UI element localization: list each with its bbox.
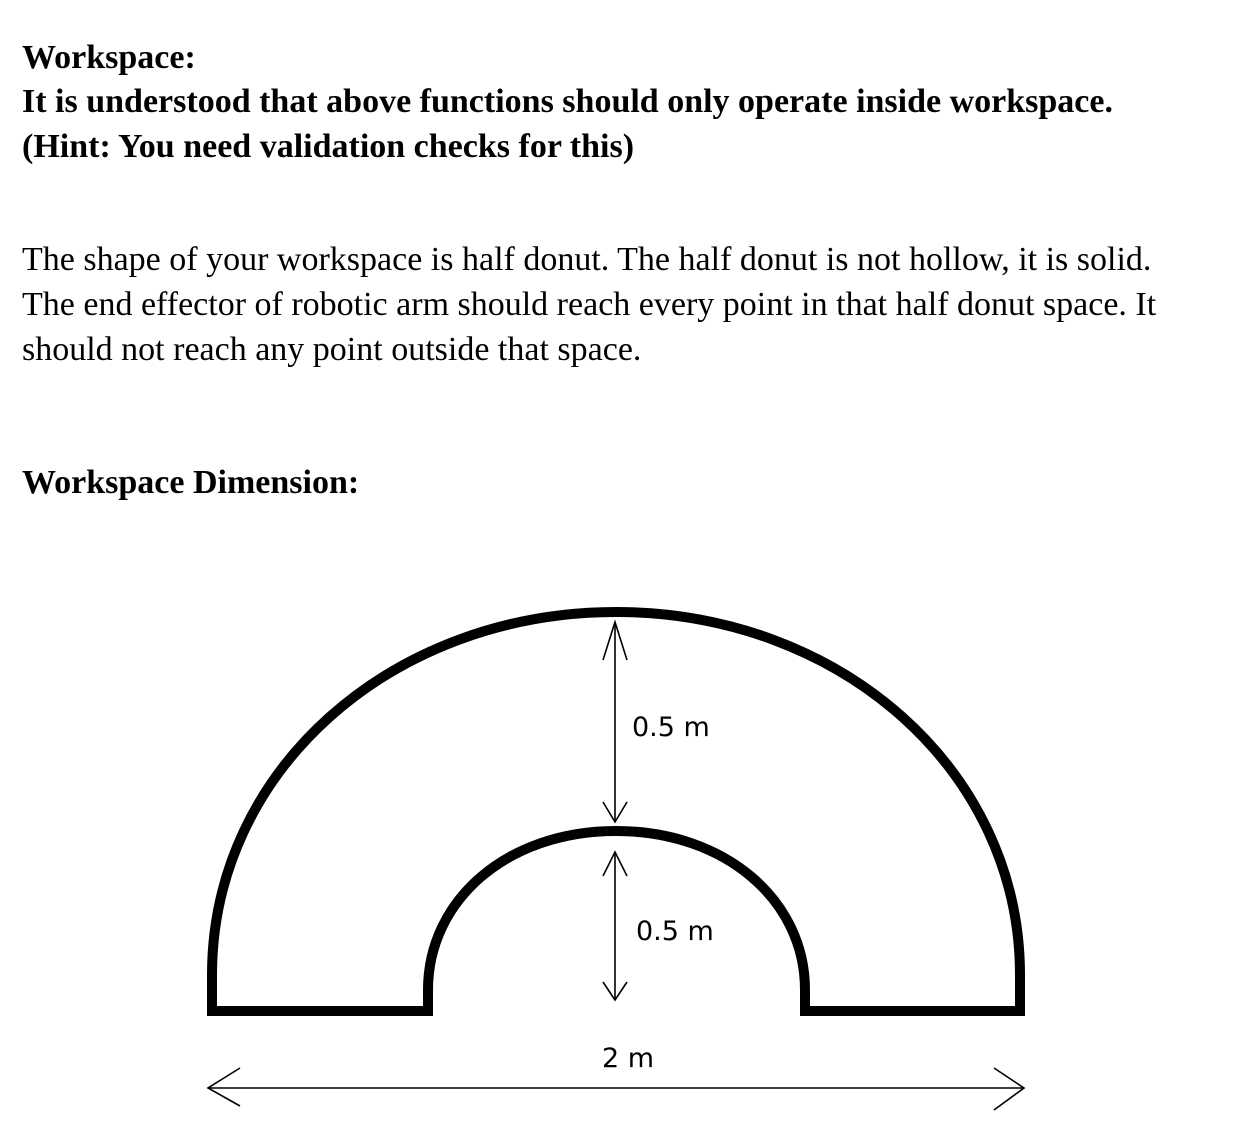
section-title: Workspace: xyxy=(22,39,196,76)
body-line-1: The shape of your workspace is half donut. The half donut is not hollow, it is solid. xyxy=(22,241,1152,278)
width-arrow xyxy=(208,1068,1024,1110)
outer-thickness-arrow xyxy=(603,622,627,822)
body-line-2: The end effector of robotic arm should reach every point in that half donut space. It xyxy=(22,286,1157,323)
heading-line-2: (Hint: You need validation checks for this) xyxy=(22,128,635,165)
outer-thickness-label: 0.5 m xyxy=(632,712,710,743)
dimension-heading: Workspace Dimension: xyxy=(22,464,360,501)
width-label: 2 m xyxy=(602,1043,655,1074)
inner-radius-label: 0.5 m xyxy=(636,916,714,947)
inner-radius-arrow xyxy=(603,852,627,1000)
heading-line-1: It is understood that above functions should only operate inside workspace. xyxy=(22,83,1113,120)
body-line-3: should not reach any point outside that space. xyxy=(22,331,642,368)
half-donut-outline xyxy=(212,612,1020,1011)
